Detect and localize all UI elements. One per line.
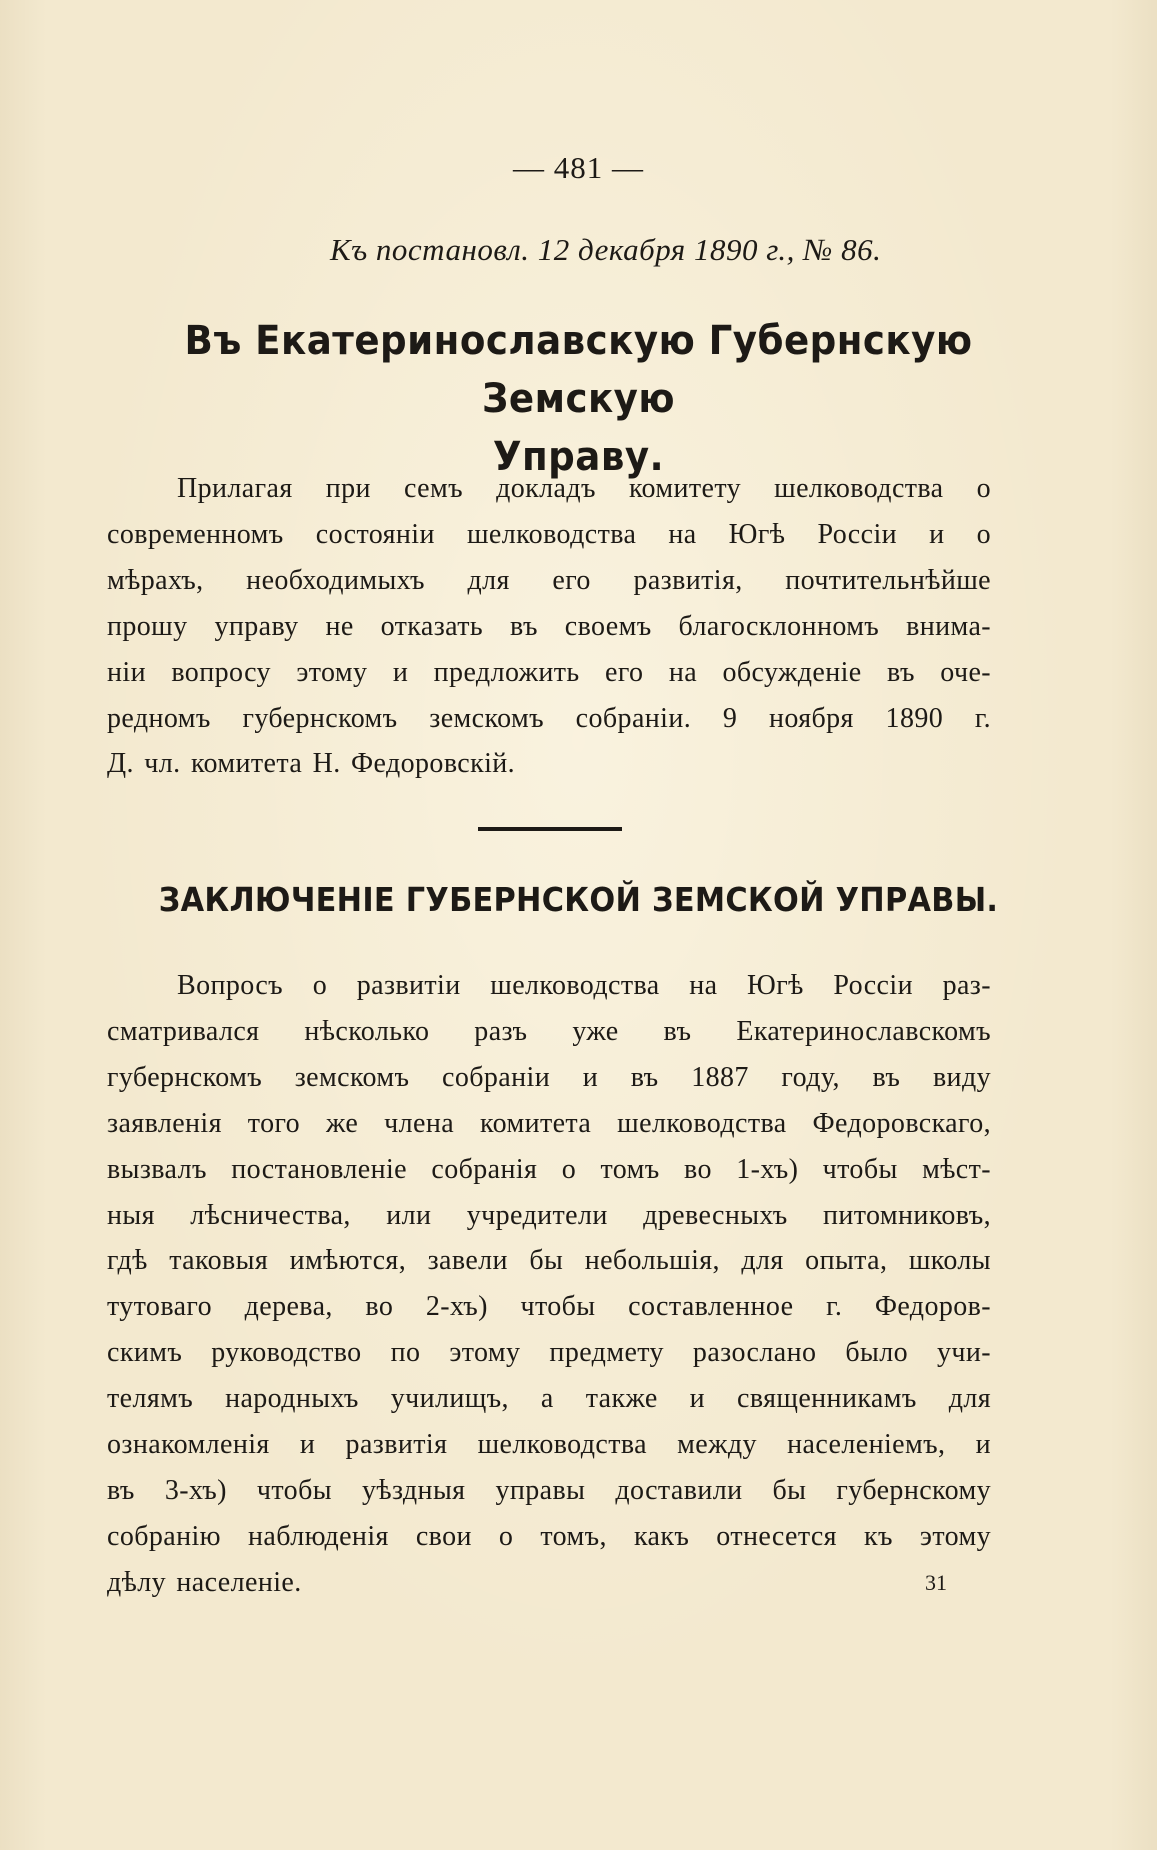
text-line: ныя лѣсничества, или учредители древесныхъ питомниковъ, <box>107 1199 991 1231</box>
main-heading-line-1: Въ Екатеринославскую Губернскую Земскую <box>184 318 973 422</box>
text-line: заявленія того же члена комитета шелководства Федоровскаго, <box>107 1107 991 1139</box>
text-line: губернскомъ земскомъ собраніи и въ 1887 году, въ виду <box>107 1061 991 1093</box>
section-divider <box>478 827 622 831</box>
main-heading <box>133 312 1023 486</box>
text-line: въ 3-хъ) чтобы уѣздныя управы доставили бы губернскому <box>107 1474 991 1506</box>
signature-mark: 31 <box>925 1570 947 1595</box>
section-heading: ЗАКЛЮЧЕНІЕ ГУБЕРНСКОЙ ЗЕМСКОЙ УПРАВЫ. <box>158 880 999 919</box>
text-line: ніи вопросу этому и предложить его на обсужденіе въ оче- <box>107 656 991 688</box>
cover-letter-paragraph <box>107 466 991 787</box>
text-line: мѣрахъ, необходимыхъ для его развитія, почтительнѣйше <box>107 564 991 596</box>
text-line: вызвалъ постановленіе собранія о томъ во 1-хъ) чтобы мѣст- <box>107 1153 991 1185</box>
text-line: редномъ губернскомъ земскомъ собраніи. 9 ноября 1890 г. <box>107 702 991 734</box>
text-line: сматривался нѣсколько разъ уже въ Екатеринославскомъ <box>107 1015 991 1047</box>
page-number: — 481 — <box>513 150 644 185</box>
text-line: Вопросъ о развитіи шелководства на Югѣ Россіи раз- <box>177 970 991 1001</box>
text-line: тутоваго дерева, во 2-хъ) чтобы составленное г. Федоров- <box>107 1291 991 1323</box>
text-line: современномъ состояніи шелководства на Югѣ Россіи и о <box>107 518 991 550</box>
text-line: гдѣ таковыя имѣются, завели бы небольшія, для опыта, школы <box>107 1245 991 1277</box>
resolution-reference: Къ постановл. 12 декабря 1890 г., № 86. <box>330 232 882 267</box>
conclusion-paragraph <box>107 963 991 1606</box>
text-line: прошу управу не отказать въ своемъ благосклонномъ внима- <box>107 610 991 642</box>
text-line: Д. чл. комитета Н. Федоровскій. <box>107 748 516 780</box>
text-line: ознакомленія и развитія шелководства между населеніемъ, и <box>107 1429 991 1461</box>
text-line: скимъ руководство по этому предмету разослано было учи- <box>107 1337 991 1369</box>
text-line: собранію наблюденія свои о томъ, какъ отнесется къ этому <box>107 1520 991 1552</box>
text-line: Прилагая при семъ докладъ комитету шелководства о <box>177 473 991 504</box>
main-heading-line-2: Управу. <box>492 434 665 480</box>
text-line: дѣлу населеніе. <box>107 1566 302 1598</box>
text-line: телямъ народныхъ училищъ, а также и священникамъ для <box>107 1383 991 1415</box>
